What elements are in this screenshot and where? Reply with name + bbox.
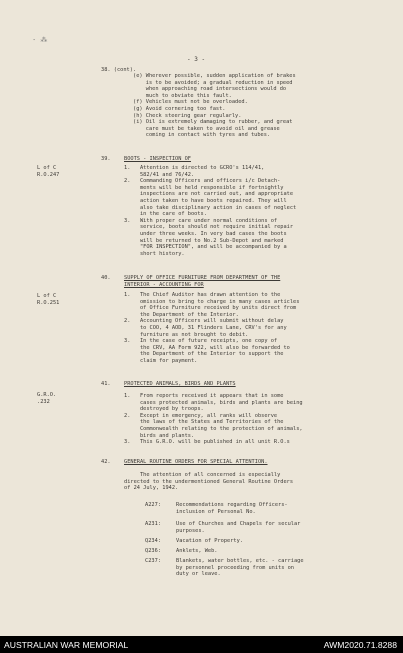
footer-catalogue-id: AWM2020.71.8288 bbox=[323, 640, 397, 650]
text-line: of Office Furniture received by units direct from bbox=[124, 305, 297, 312]
order-text: purposes. bbox=[176, 527, 205, 534]
text-line: (e) Wherever possible, sudden application of brakes bbox=[133, 73, 296, 79]
text-line: The attention of all concerned is especially bbox=[124, 472, 281, 478]
text-line: "FOR INSPECTION", and will be accompanied by a bbox=[124, 244, 287, 251]
text-line: also take disciplinary action in cases of neglect bbox=[124, 204, 297, 211]
section-40-heading: SUPPLY OF OFFICE FURNITURE FROM DEPARTMENT OF THE bbox=[124, 275, 281, 281]
text-line: furniture as not brought to debit. bbox=[124, 331, 249, 338]
text-line: is to be avoided; a gradual reduction in speed bbox=[133, 79, 293, 86]
text-line: the Department of the Interior. bbox=[124, 311, 239, 318]
text-line: of 24 July, 1942. bbox=[124, 485, 179, 492]
section-40-number: 40. bbox=[101, 275, 111, 281]
text-line: 1. From reports received it appears that in some bbox=[124, 393, 284, 399]
order-code: Q234: bbox=[145, 538, 161, 544]
text-line: Commonwealth relating to the protection of animals, bbox=[124, 426, 303, 432]
text-line: (f) Vehicles must not be overloaded. bbox=[133, 99, 248, 106]
section-39-heading: BOOTS - INSPECTION OF bbox=[124, 156, 191, 162]
order-code: A227: bbox=[145, 502, 161, 508]
text-line: the Department of the Interior to support the bbox=[124, 351, 284, 358]
text-line: coming in contact with tyres and tubes. bbox=[133, 132, 271, 139]
text-line: service, boots should not require initial repair bbox=[124, 224, 294, 231]
order-code: Q236: bbox=[145, 548, 161, 554]
text-line: 2. Accounting Officers will submit without delay bbox=[124, 318, 284, 325]
text-line: 582/41 and 76/42. bbox=[124, 171, 195, 178]
order-text: Recommendations regarding Officers- bbox=[176, 502, 288, 508]
text-line: will be returned to No.2 Sub-Depot and marked bbox=[124, 237, 284, 244]
order-text: Vacation of Property. bbox=[176, 538, 243, 544]
text-line: ments will be held responsible if fortnightly bbox=[124, 184, 284, 191]
order-code: A231: bbox=[145, 521, 161, 527]
page-number: - 3 - bbox=[187, 56, 206, 63]
text-line: 3. This G.R.O. will be published in all unit R.O.s bbox=[124, 439, 290, 446]
archive-footer bbox=[0, 636, 403, 653]
text-line: under three weeks. In very bad cases the boots bbox=[124, 231, 287, 237]
margin-reference: L of C R.O.247 bbox=[37, 165, 60, 178]
text-line: (i) Oil is extremely damaging to rubber, and great bbox=[133, 119, 293, 126]
text-line: in the care of boots. bbox=[124, 211, 207, 218]
text-line: destroyed by troops. bbox=[124, 406, 204, 413]
margin-mark: ⋅ ⁂ bbox=[32, 36, 48, 44]
text-line: 3. In the case of future receipts, one copy of bbox=[124, 338, 278, 345]
section-40-heading: INTERIOR - ACCOUNTING FOR bbox=[124, 281, 204, 288]
text-line: much to obviate this fault. bbox=[133, 92, 232, 99]
text-line: 1. Attention is directed to GCRO's 114/41, bbox=[124, 165, 265, 171]
text-line: the laws of the States and Territories of the bbox=[124, 419, 284, 426]
text-line: (g) Avoid cornering too fast. bbox=[133, 106, 226, 112]
order-text: Use of Churches and Chapels for secular bbox=[176, 521, 301, 527]
text-line: to COO, 4 AOD, 31 Flinders Lane, CRV's for any bbox=[124, 325, 287, 331]
text-line: omission to bring to charge in many cases articles bbox=[124, 298, 300, 305]
text-line: claim for payment. bbox=[124, 358, 198, 364]
text-line: 2. Commanding Officers and officers i/c Detach- bbox=[124, 178, 281, 185]
text-line: care must be taken to avoid oil and grease bbox=[133, 125, 280, 132]
order-text: Anklets, Web. bbox=[176, 548, 218, 554]
text-line: 3. With proper care under normal conditions of bbox=[124, 217, 278, 224]
text-line: cases protected animals, birds and plants are being bbox=[124, 399, 303, 406]
order-text: inclusion of Personal No. bbox=[176, 508, 256, 515]
margin-reference: G.R.O. .232 bbox=[37, 392, 57, 405]
section-41-heading: PROTECTED ANIMALS, BIRDS AND PLANTS bbox=[124, 381, 236, 387]
order-text: Blankets, water bottles, etc. - carriage bbox=[176, 558, 304, 564]
order-text: by personnel proceeding from units on bbox=[176, 564, 294, 571]
section-39-number: 39. bbox=[101, 156, 111, 162]
order-code: C237: bbox=[145, 558, 161, 564]
footer-institution: AUSTRALIAN WAR MEMORIAL bbox=[4, 640, 129, 650]
text-line: 1. The Chief Auditor has drawn attention to the bbox=[124, 292, 281, 298]
section-38-number: 38. (cont). bbox=[101, 67, 137, 73]
text-line: directed to the undermentioned General Routine Orders bbox=[124, 478, 294, 485]
section-42-heading: GENERAL ROUTINE ORDERS FOR SPECIAL ATTENTION. bbox=[124, 459, 268, 465]
text-line: action taken to have boots repaired. They will bbox=[124, 198, 287, 204]
section-42-number: 42. bbox=[101, 459, 111, 465]
margin-reference: L of C R.O.251 bbox=[37, 293, 60, 306]
text-line: when approaching road intersections would do bbox=[133, 86, 287, 93]
order-text: duty or leave. bbox=[176, 571, 221, 578]
section-41-number: 41. bbox=[101, 381, 111, 387]
text-line: the CRV, AA Form 922, will also be forwarded to bbox=[124, 344, 290, 351]
text-line: (h) Check steering gear regularly. bbox=[133, 112, 242, 119]
text-line: birds and plants. bbox=[124, 432, 195, 439]
text-line: short history. bbox=[124, 250, 185, 257]
text-line: inspections are not carried out, and appropriate bbox=[124, 191, 294, 198]
text-line: 2. Except in emergency, all ranks will observe bbox=[124, 412, 278, 419]
